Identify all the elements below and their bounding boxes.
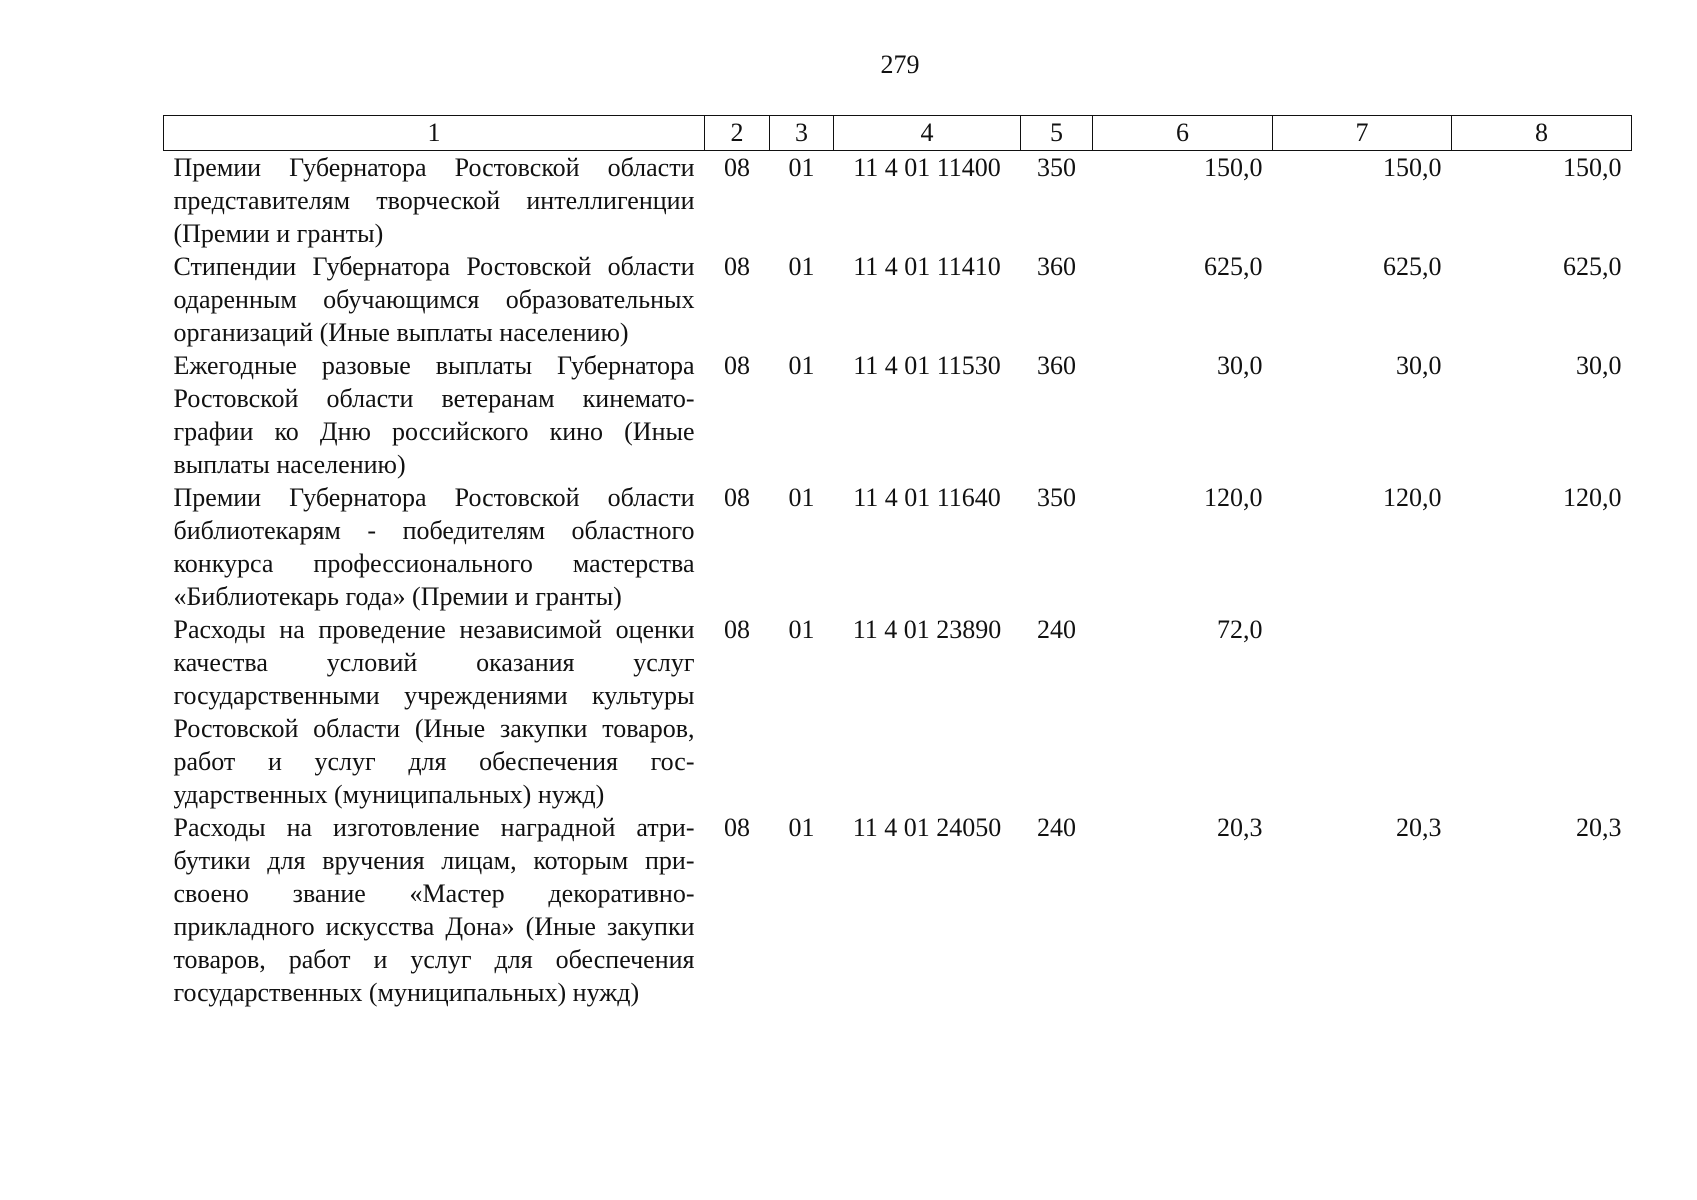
header-cell: 1 [164, 116, 705, 151]
row-amount-3: 120,0 [1563, 483, 1622, 512]
header-cell: 4 [834, 116, 1021, 151]
row-section-code: 08 [724, 153, 750, 182]
row-expense-type: 350 [1037, 153, 1076, 182]
row-subsection-code: 01 [788, 813, 815, 842]
row-amount-2: 150,0 [1383, 153, 1442, 182]
row-section-code: 08 [724, 252, 750, 281]
page-number: 279 [880, 50, 920, 79]
row-description: Расходы на изготовление наградной атрибутики для вручения лицам, которым присвоено звание «Мастер декоративно-прикладного искусства Дона» (Иные закупки товаров, работ и услуг для обеспечения государственных (муниципальных) нужд) [173, 813, 695, 1007]
row-amount-1: 30,0 [1217, 351, 1263, 380]
row-amount-2 [1273, 613, 1452, 811]
row-amount-2: 120,0 [1383, 483, 1442, 512]
row-target-code: 11 4 01 24050 [852, 813, 1002, 842]
row-amount-3: 625,0 [1563, 252, 1622, 281]
row-amount-3: 30,0 [1576, 351, 1622, 380]
row-target-code: 11 4 01 23890 [852, 615, 1002, 644]
row-amount-1: 625,0 [1204, 252, 1263, 281]
row-target-code: 11 4 01 11400 [853, 153, 1001, 182]
row-description: Премии Губернатора Ростовской области библиотекарям - победителям областного конкурса профессионального мастерства «Библиотекарь года» (Премии и гранты) [173, 483, 695, 611]
row-expense-type: 240 [1037, 615, 1076, 644]
row-expense-type: 360 [1037, 351, 1076, 380]
table-row [164, 151, 1632, 251]
header-row [164, 116, 1632, 151]
header-cell: 5 [1021, 116, 1093, 151]
row-amount-1: 20,3 [1217, 813, 1263, 842]
row-subsection-code: 01 [788, 252, 815, 281]
row-subsection-code: 01 [788, 483, 815, 512]
row-expense-type: 350 [1037, 483, 1076, 512]
row-amount-1: 120,0 [1204, 483, 1263, 512]
row-expense-type: 360 [1037, 252, 1076, 281]
row-section-code: 08 [724, 615, 750, 644]
row-section-code: 08 [724, 351, 750, 380]
row-section-code: 08 [724, 483, 750, 512]
row-description: Стипендии Губернатора Ростовской области одаренным обучающимся образовательных организаций (Иные выплаты населению) [173, 252, 695, 347]
table-row [164, 811, 1632, 1009]
row-amount-2: 20,3 [1396, 813, 1442, 842]
table-row [164, 349, 1632, 481]
row-description: Расходы на проведение независимой оценки качества условий оказания услуг государственными учреждениями культуры Ростовской области (Иные закупки товаров, работ и услуг для обеспечения государственных (муниципальных) нужд) [173, 615, 695, 809]
table-row [164, 250, 1632, 349]
row-subsection-code: 01 [788, 153, 815, 182]
row-description: Премии Губернатора Ростовской области представителям творческой интеллигенции (Премии и гранты) [173, 153, 695, 248]
row-description: Ежегодные разовые выплаты Губернатора Ростовской области ветеранам кинематографии ко Дню российского кино (Иные выплаты населению) [173, 351, 695, 479]
header-cell: 6 [1093, 116, 1273, 151]
row-amount-1: 72,0 [1217, 615, 1263, 644]
row-expense-type: 240 [1037, 813, 1076, 842]
table-row [164, 481, 1632, 613]
table-row [164, 613, 1632, 811]
row-amount-2: 625,0 [1383, 252, 1442, 281]
row-target-code: 11 4 01 11640 [853, 483, 1001, 512]
row-target-code: 11 4 01 11410 [853, 252, 1001, 281]
row-amount-3 [1452, 613, 1632, 811]
row-amount-3: 20,3 [1576, 813, 1622, 842]
header-cell: 3 [770, 116, 834, 151]
row-amount-2: 30,0 [1396, 351, 1442, 380]
budget-table [163, 115, 1632, 1009]
header-cell: 7 [1273, 116, 1452, 151]
row-subsection-code: 01 [788, 615, 815, 644]
header-cell: 2 [705, 116, 770, 151]
row-amount-3: 150,0 [1563, 153, 1622, 182]
row-target-code: 11 4 01 11530 [853, 351, 1001, 380]
row-amount-1: 150,0 [1204, 153, 1263, 182]
header-cell: 8 [1452, 116, 1632, 151]
row-section-code: 08 [724, 813, 750, 842]
row-subsection-code: 01 [788, 351, 815, 380]
